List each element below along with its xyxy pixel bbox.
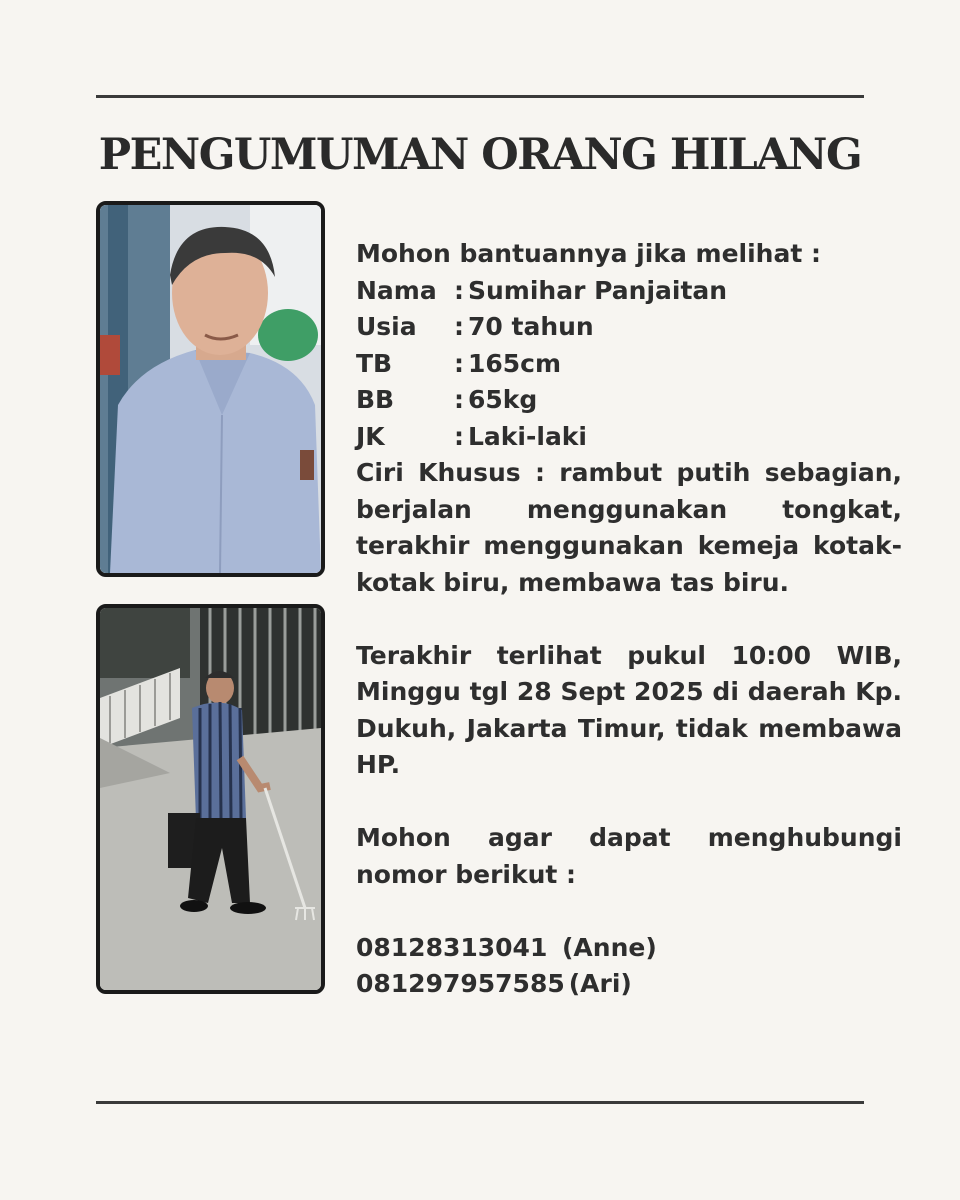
contact-name: (Ari) [568,969,632,998]
phone-number: 08128313041 [356,932,548,962]
detail-value: 70 tahun [468,312,594,341]
contact-row-ari [356,966,902,1003]
cctv-photo [96,604,325,994]
detail-label: BB [356,385,395,414]
spacer [356,784,902,821]
detail-value: Sumihar Panjaitan [468,275,728,305]
detail-label: TB [356,348,393,378]
contact-row-anne [356,930,902,967]
intro-text: Mohon bantuannya jika melihat : [356,239,821,268]
detail-label: JK [356,421,385,451]
detail-separator: : [454,421,464,451]
phone-number: 081297957585 [356,969,565,998]
last-seen-text: Terakhir terlihat pukul 10:00 WIB, Minggu tgl 28 Sept 2025 di daerah Kp. Dukuh, Jakarta Timur, tidak membawa HP. [356,640,902,779]
detail-separator: : [454,275,464,305]
detail-value: 165cm [468,348,562,378]
special-features-text: Ciri Khusus : rambut putih sebagian, berjalan menggunakan tongkat, terakhir menggunakan kemeja kotak-kotak biru, membawa tas biru. [356,458,902,597]
portrait-photo [96,201,325,577]
bottom-divider [96,1101,864,1104]
detail-value: 65kg [468,385,538,414]
page-title: PENGUMUMAN ORANG HILANG [98,130,862,180]
detail-row-nama [356,273,902,310]
spacer [356,601,902,638]
detail-separator: : [454,348,464,378]
detail-separator: : [454,385,464,414]
contact-prompt-text: Mohon agar dapat menghubungi nomor berikut : [356,823,902,889]
notice-body [356,236,902,1003]
detail-value: Laki-laki [468,421,588,451]
detail-row-bb [356,382,902,419]
detail-label: Usia [356,312,417,341]
detail-row-usia [356,309,902,346]
contact-name: (Anne) [562,932,657,962]
detail-row-tb [356,346,902,383]
detail-row-jk [356,419,902,456]
detail-separator: : [454,312,464,341]
spacer [356,893,902,930]
detail-label: Nama [356,275,437,305]
top-divider [96,95,864,98]
